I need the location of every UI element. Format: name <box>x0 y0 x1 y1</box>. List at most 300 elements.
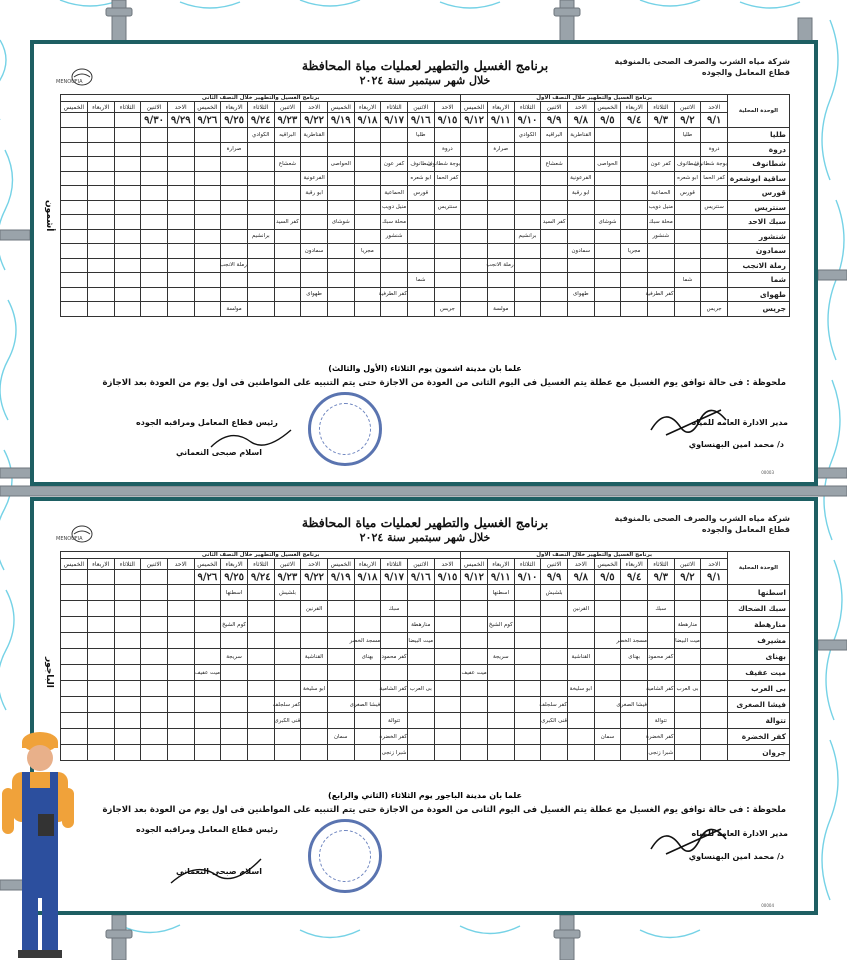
day-header: الاربعاء <box>87 559 114 570</box>
schedule-cell <box>167 302 194 317</box>
schedule-cell <box>221 273 248 288</box>
schedule-cell <box>461 171 488 186</box>
date-header: ٩/١٩ <box>327 570 354 585</box>
schedule-cell <box>514 617 541 633</box>
table-row <box>61 128 790 143</box>
schedule-cell <box>327 601 354 617</box>
schedule-cell <box>514 215 541 230</box>
day-header: الثلاثاء <box>647 559 674 570</box>
schedule-cell: كفر سلجلف <box>541 697 568 713</box>
schedule-cell <box>461 697 488 713</box>
table-row <box>61 681 790 697</box>
day-header: الاربعاء <box>487 559 514 570</box>
schedule-cell <box>114 171 141 186</box>
day-header: الثلاثاء <box>381 559 408 570</box>
schedule-cell <box>301 273 328 288</box>
schedule-cell <box>194 171 221 186</box>
schedule-cell: ميت عفيف <box>461 665 488 681</box>
schedule-cell <box>221 633 248 649</box>
schedule-cell <box>87 633 114 649</box>
schedule-cell <box>567 258 594 273</box>
schedule-cell <box>247 244 274 259</box>
schedule-cell <box>167 200 194 215</box>
schedule-cell <box>461 244 488 259</box>
schedule-cell <box>194 729 221 745</box>
schedule-cell <box>354 273 381 288</box>
schedule-cell: كفر السيد <box>541 215 568 230</box>
schedule-cell <box>274 142 301 157</box>
schedule-cell <box>274 229 301 244</box>
schedule-cell <box>247 142 274 157</box>
schedule-cell: ميت عفيف <box>194 665 221 681</box>
schedule-cell <box>381 128 408 143</box>
schedule-cell <box>434 633 461 649</box>
schedule-cell <box>621 200 648 215</box>
schedule-cell <box>594 186 621 201</box>
schedule-cell <box>114 200 141 215</box>
schedule-cell <box>701 633 728 649</box>
schedule-cell <box>167 258 194 273</box>
schedule-cell <box>621 681 648 697</box>
schedule-cell <box>221 713 248 729</box>
schedule-cell <box>194 200 221 215</box>
date-header: ٩/١٠ <box>514 113 541 128</box>
district-vertical-label: الباجور <box>44 657 54 688</box>
date-header <box>61 570 88 585</box>
schedule-cell <box>354 215 381 230</box>
table-row <box>61 229 790 244</box>
schedule-cell <box>514 585 541 601</box>
schedule-cell <box>567 617 594 633</box>
schedule-cell <box>434 258 461 273</box>
schedule-cell <box>621 186 648 201</box>
schedule-cell <box>354 128 381 143</box>
schedule-cell: ميت البيضا <box>674 633 701 649</box>
day-header: الاثنين <box>674 559 701 570</box>
schedule-cell <box>114 273 141 288</box>
sector-head-name: اسلام صبحى النعماني <box>176 867 262 876</box>
schedule-cell <box>621 601 648 617</box>
day-header: الاحد <box>167 102 194 113</box>
day-header: الخميس <box>327 559 354 570</box>
schedule-cell <box>541 601 568 617</box>
date-header <box>87 570 114 585</box>
schedule-cell <box>354 229 381 244</box>
day-header: الاربعاء <box>221 559 248 570</box>
schedule-cell <box>167 215 194 230</box>
schedule-cell <box>61 229 88 244</box>
schedule-cell <box>61 302 88 317</box>
schedule-cell <box>541 273 568 288</box>
schedule-cell <box>407 215 434 230</box>
date-header: ٩/٤ <box>621 570 648 585</box>
schedule-cell <box>514 633 541 649</box>
schedule-cell <box>247 258 274 273</box>
schedule-cell <box>407 287 434 302</box>
schedule-cell <box>141 617 168 633</box>
date-header: ٩/٨ <box>567 113 594 128</box>
schedule-cell <box>514 200 541 215</box>
schedule-cell <box>487 287 514 302</box>
schedule-cell: بى العرب <box>674 681 701 697</box>
date-header: ٩/٢ <box>674 113 701 128</box>
schedule-cell: اسطنها <box>487 585 514 601</box>
schedule-cell: كفر الشامية <box>647 681 674 697</box>
schedule-cell <box>487 186 514 201</box>
table-row <box>61 729 790 745</box>
schedule-cell <box>61 665 88 681</box>
schedule-cell <box>541 617 568 633</box>
schedule-cell: بهناى <box>354 649 381 665</box>
schedule-cell <box>327 142 354 157</box>
second-half-header: برنامج الغسيل والتطهير خلال النصف الثانى <box>61 552 461 559</box>
schedule-cell <box>327 258 354 273</box>
date-header: ٩/١٥ <box>434 113 461 128</box>
schedule-cell <box>167 697 194 713</box>
unit-name-cell: رملة الانجب <box>728 258 790 273</box>
table-row <box>61 186 790 201</box>
date-header: ٩/١٠ <box>514 570 541 585</box>
schedule-cell <box>141 142 168 157</box>
schedule-cell <box>354 713 381 729</box>
schedule-cell <box>247 745 274 761</box>
schedule-cell: كوم الشيخ <box>487 617 514 633</box>
schedule-cell <box>621 258 648 273</box>
sheet-subtitle: خلال شهر سبتمبر سنة ٢٠٢٤ <box>359 74 491 87</box>
schedule-cell: شوشاى <box>594 215 621 230</box>
schedule-cell <box>354 617 381 633</box>
schedule-cell <box>194 186 221 201</box>
schedule-cell <box>647 142 674 157</box>
schedule-cell <box>87 229 114 244</box>
schedule-cell <box>194 585 221 601</box>
schedule-cell: كفر الطرفية <box>381 287 408 302</box>
schedule-cell <box>114 302 141 317</box>
schedule-cell <box>87 142 114 157</box>
schedule-cell <box>487 171 514 186</box>
schedule-cell <box>434 617 461 633</box>
schedule-cell <box>301 157 328 172</box>
schedule-cell <box>674 665 701 681</box>
schedule-cell <box>274 273 301 288</box>
schedule-cell <box>354 585 381 601</box>
schedule-cell <box>274 681 301 697</box>
schedule-cell <box>61 215 88 230</box>
schedule-cell <box>247 287 274 302</box>
schedule-cell: بلشيش <box>274 585 301 601</box>
day-header: الثلاثاء <box>647 102 674 113</box>
day-header: الاثنين <box>141 559 168 570</box>
date-header: ٩/٩ <box>541 570 568 585</box>
schedule-cell <box>434 585 461 601</box>
schedule-table <box>60 94 790 317</box>
schedule-cell: كفر محمود <box>647 649 674 665</box>
schedule-cell <box>221 287 248 302</box>
date-header: ٩/٣ <box>647 570 674 585</box>
schedule-cell: منيل دويب <box>647 200 674 215</box>
schedule-cell <box>87 171 114 186</box>
schedule-cell <box>194 142 221 157</box>
schedule-cell <box>194 128 221 143</box>
schedule-cell <box>674 287 701 302</box>
schedule-cell <box>247 215 274 230</box>
table-row <box>61 258 790 273</box>
schedule-cell <box>114 229 141 244</box>
schedule-cell <box>674 229 701 244</box>
schedule-cell <box>247 302 274 317</box>
schedule-cell <box>354 258 381 273</box>
schedule-cell <box>621 585 648 601</box>
schedule-cell: القناطرية <box>301 128 328 143</box>
day-header: الاحد <box>301 559 328 570</box>
schedule-cell <box>194 745 221 761</box>
schedule-cell: سمادون <box>301 244 328 259</box>
schedule-cell <box>701 745 728 761</box>
date-header: ٩/٨ <box>567 570 594 585</box>
schedule-cell: جريس <box>701 302 728 317</box>
schedule-cell <box>141 585 168 601</box>
unit-name-cell: ساقية ابوشعرة <box>728 171 790 186</box>
schedule-cell <box>487 273 514 288</box>
sheet-title: برنامج الغسيل والتطهير لعمليات مياة المحافظة <box>301 58 549 73</box>
schedule-cell <box>87 258 114 273</box>
schedule-cell <box>541 681 568 697</box>
schedule-cell <box>327 273 354 288</box>
schedule-cell <box>594 617 621 633</box>
date-header: ٩/١٦ <box>407 570 434 585</box>
schedule-cell <box>647 633 674 649</box>
unit-name-cell: اسطنها <box>728 585 790 601</box>
schedule-cell <box>87 244 114 259</box>
schedule-cell <box>114 745 141 761</box>
schedule-cell <box>594 258 621 273</box>
schedule-cell <box>114 649 141 665</box>
day-header: الاحد <box>434 559 461 570</box>
date-header: ٩/١ <box>701 113 728 128</box>
schedule-cell <box>167 713 194 729</box>
schedule-cell <box>114 287 141 302</box>
company-sector: قطاع المعامل والجوده <box>701 68 790 77</box>
schedule-cell <box>167 585 194 601</box>
schedule-cell <box>194 302 221 317</box>
schedule-cell <box>621 729 648 745</box>
table-row <box>61 633 790 649</box>
schedule-cell: سمان <box>327 729 354 745</box>
schedule-cell: طهواى <box>567 287 594 302</box>
schedule-cell <box>301 200 328 215</box>
date-header: ٩/٢٤ <box>247 113 274 128</box>
schedule-cell <box>567 745 594 761</box>
day-header: الخميس <box>594 559 621 570</box>
schedule-cell <box>354 745 381 761</box>
schedule-cell <box>407 665 434 681</box>
schedule-cell: اسطنها <box>221 585 248 601</box>
schedule-cell <box>674 302 701 317</box>
schedule-cell <box>87 649 114 665</box>
schedule-cell <box>167 142 194 157</box>
schedule-cell <box>514 186 541 201</box>
schedule-cell <box>87 157 114 172</box>
schedule-cell <box>354 186 381 201</box>
schedule-cell <box>621 171 648 186</box>
date-header: ٩/٢٢ <box>301 113 328 128</box>
schedule-cell: تتوالة <box>381 713 408 729</box>
schedule-cell <box>141 649 168 665</box>
schedule-cell <box>194 713 221 729</box>
schedule-cell <box>247 585 274 601</box>
schedule-cell <box>327 128 354 143</box>
schedule-cell <box>114 258 141 273</box>
day-header: الثلاثاء <box>114 102 141 113</box>
schedule-cell <box>674 585 701 601</box>
schedule-cell <box>87 302 114 317</box>
schedule-cell <box>354 287 381 302</box>
schedule-cell <box>194 229 221 244</box>
second-half-header: برنامج الغسيل والتطهير خلال النصف الثانى <box>61 95 461 102</box>
schedule-cell <box>247 633 274 649</box>
schedule-cell <box>701 697 728 713</box>
day-header: الخميس <box>194 559 221 570</box>
schedule-cell: مولسة <box>487 302 514 317</box>
schedule-cell <box>114 585 141 601</box>
schedule-cell: سمان <box>594 729 621 745</box>
unit-name-cell: جريس <box>728 302 790 317</box>
schedule-cell: طهواى <box>301 287 328 302</box>
schedule-cell: الكوادي <box>514 128 541 143</box>
schedule-cell <box>301 729 328 745</box>
schedule-cell: الفرعونية <box>301 171 328 186</box>
schedule-cell <box>701 649 728 665</box>
schedule-cell <box>247 697 274 713</box>
schedule-cell <box>461 601 488 617</box>
schedule-cell <box>327 229 354 244</box>
schedule-cell <box>567 229 594 244</box>
schedule-cell <box>221 745 248 761</box>
schedule-cell <box>381 697 408 713</box>
schedule-cell: مجريا <box>354 244 381 259</box>
schedule-cell <box>141 601 168 617</box>
schedule-cell <box>461 157 488 172</box>
schedule-cell <box>141 215 168 230</box>
schedule-cell <box>301 745 328 761</box>
date-header: ٩/١٢ <box>461 113 488 128</box>
schedule-cell <box>114 142 141 157</box>
holiday-note: ملحوظة : فى حالة توافق يوم الغسيل مع عطلة يتم الغسيل فى اليوم الثانى من العودة من الاجازة حتى يتم التنبيه على المواطنين فى اول يوم من العودة بعد الاجازة <box>102 378 786 388</box>
schedule-cell <box>434 681 461 697</box>
schedule-cell <box>621 617 648 633</box>
schedule-cell <box>407 713 434 729</box>
schedule-cell: ابو سليخة <box>301 681 328 697</box>
schedule-cell <box>274 601 301 617</box>
schedule-cell <box>674 200 701 215</box>
schedule-cell <box>274 665 301 681</box>
schedule-cell <box>567 273 594 288</box>
day-header: الاربعاء <box>621 102 648 113</box>
schedule-cell <box>461 200 488 215</box>
schedule-cell <box>301 585 328 601</box>
schedule-cell: شنشور <box>647 229 674 244</box>
schedule-cell <box>541 649 568 665</box>
schedule-cell <box>194 273 221 288</box>
schedule-cell: كفر سلجلف <box>274 697 301 713</box>
schedule-cell: كفر الخضرة <box>381 729 408 745</box>
date-header: ٩/١٧ <box>381 570 408 585</box>
schedule-cell <box>594 200 621 215</box>
schedule-cell <box>247 681 274 697</box>
schedule-cell <box>87 729 114 745</box>
official-stamp <box>308 392 382 466</box>
table-row <box>61 200 790 215</box>
schedule-cell: سبك <box>381 601 408 617</box>
schedule-cell <box>647 665 674 681</box>
schedule-cell <box>594 171 621 186</box>
director-title: مدير الادارة العامه للمياه <box>691 418 788 427</box>
schedule-cell: كفر الحما <box>434 171 461 186</box>
table-row <box>61 287 790 302</box>
schedule-cell <box>87 681 114 697</box>
schedule-cell <box>301 697 328 713</box>
footer-code: 00003 <box>761 470 774 475</box>
sector-head-name: اسلام صبحى النعماني <box>176 448 262 457</box>
sector-head-title: رئيس قطاع المعامل ومراقبه الجوده <box>136 825 278 834</box>
table-row <box>61 273 790 288</box>
day-header: الاحد <box>567 559 594 570</box>
schedule-cell <box>594 142 621 157</box>
schedule-cell <box>434 697 461 713</box>
schedule-cell: منارهطة <box>674 617 701 633</box>
schedule-cell <box>274 287 301 302</box>
table-row <box>61 697 790 713</box>
schedule-cell <box>487 601 514 617</box>
schedule-cell <box>167 665 194 681</box>
schedule-cell: فيشا الصغرى <box>354 697 381 713</box>
date-header: ٩/٢٣ <box>274 113 301 128</box>
schedule-cell <box>434 244 461 259</box>
sheet-title: برنامج الغسيل والتطهير لعمليات مياة المحافظة <box>301 515 549 530</box>
official-stamp <box>308 819 382 893</box>
schedule-cell <box>701 713 728 729</box>
schedule-cell: سنتريس <box>701 200 728 215</box>
schedule-cell: دروة <box>701 142 728 157</box>
schedule-cell <box>141 200 168 215</box>
city-note: علما بان مدينة الباجور يوم الثلاثاء (الثاني والرابع) <box>328 791 522 800</box>
schedule-cell <box>141 229 168 244</box>
schedule-cell <box>461 633 488 649</box>
day-header: الاربعاء <box>487 102 514 113</box>
day-header: الاحد <box>701 102 728 113</box>
schedule-cell <box>61 681 88 697</box>
unit-header: الوحدة المحلية <box>728 95 790 128</box>
schedule-cell <box>487 244 514 259</box>
schedule-cell <box>141 273 168 288</box>
date-header: ٩/١٢ <box>461 570 488 585</box>
unit-name-cell: دروة <box>728 142 790 157</box>
schedule-cell: سريجة <box>487 649 514 665</box>
schedule-cell <box>621 302 648 317</box>
schedule-cell: الحواصى <box>594 157 621 172</box>
schedule-cell <box>514 142 541 157</box>
schedule-cell <box>487 229 514 244</box>
schedule-cell <box>461 649 488 665</box>
date-header: ٩/٥ <box>594 570 621 585</box>
schedule-cell <box>461 128 488 143</box>
schedule-cell <box>61 186 88 201</box>
schedule-cell <box>381 633 408 649</box>
schedule-cell: بهناى <box>621 649 648 665</box>
schedule-cell <box>354 729 381 745</box>
schedule-cell <box>274 633 301 649</box>
schedule-cell: القرنين <box>301 601 328 617</box>
